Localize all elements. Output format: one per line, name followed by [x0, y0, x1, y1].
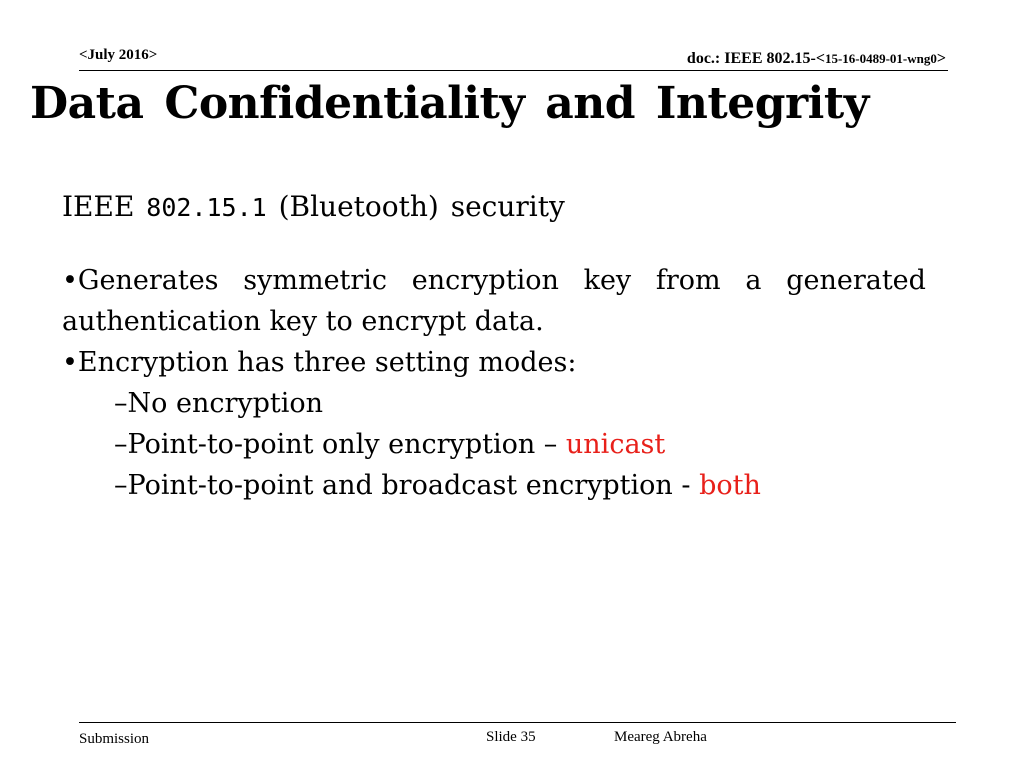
bullet-1-word: from	[655, 265, 721, 296]
header-date: <July 2016>	[79, 47, 158, 63]
subtitle-standard: 802.15.1	[146, 193, 267, 222]
header-doc-suffix: >	[936, 50, 946, 67]
header-doc-number: 15-16-0489-01-wng0	[824, 51, 937, 66]
slide-subtitle	[62, 190, 565, 223]
bullet-1-line-1	[62, 260, 926, 301]
footer-rule	[79, 722, 956, 723]
slide-title: Data Confidentiality and Integrity	[30, 78, 869, 129]
bullet-1-word: a	[745, 265, 762, 296]
mode-no-encryption: –No encryption	[114, 388, 324, 419]
bullet-1-word: generated	[786, 265, 926, 296]
header-rule	[79, 70, 948, 71]
bullet-1-word: encryption	[411, 265, 559, 296]
bullet-2: •Encryption has three setting modes:	[62, 347, 577, 378]
footer-submission: Submission	[79, 731, 150, 747]
footer-slide-number: Slide 35	[486, 729, 536, 745]
mode-point-to-point	[62, 424, 942, 465]
footer-author: Meareg Abreha	[614, 729, 707, 745]
mode-point-to-point-text: –Point-to-point only encryption –	[114, 429, 566, 460]
mode-both-highlight: both	[699, 470, 761, 501]
bullet-1-word: •Generates	[62, 265, 219, 296]
header-doc-id	[687, 50, 946, 68]
mode-unicast-highlight: unicast	[565, 429, 666, 460]
slide-body	[62, 260, 942, 506]
bullet-1-word: key	[583, 265, 632, 296]
mode-broadcast	[62, 465, 942, 506]
subtitle-suffix: (Bluetooth) security	[266, 190, 565, 223]
subtitle-prefix: IEEE	[62, 190, 147, 223]
bullet-1-line-2: authentication key to encrypt data.	[62, 306, 544, 337]
mode-broadcast-text: –Point-to-point and broadcast encryption -	[114, 470, 700, 501]
bullet-1-word: symmetric	[243, 265, 388, 296]
header-doc-prefix: doc.: IEEE 802.15-<	[686, 50, 825, 67]
